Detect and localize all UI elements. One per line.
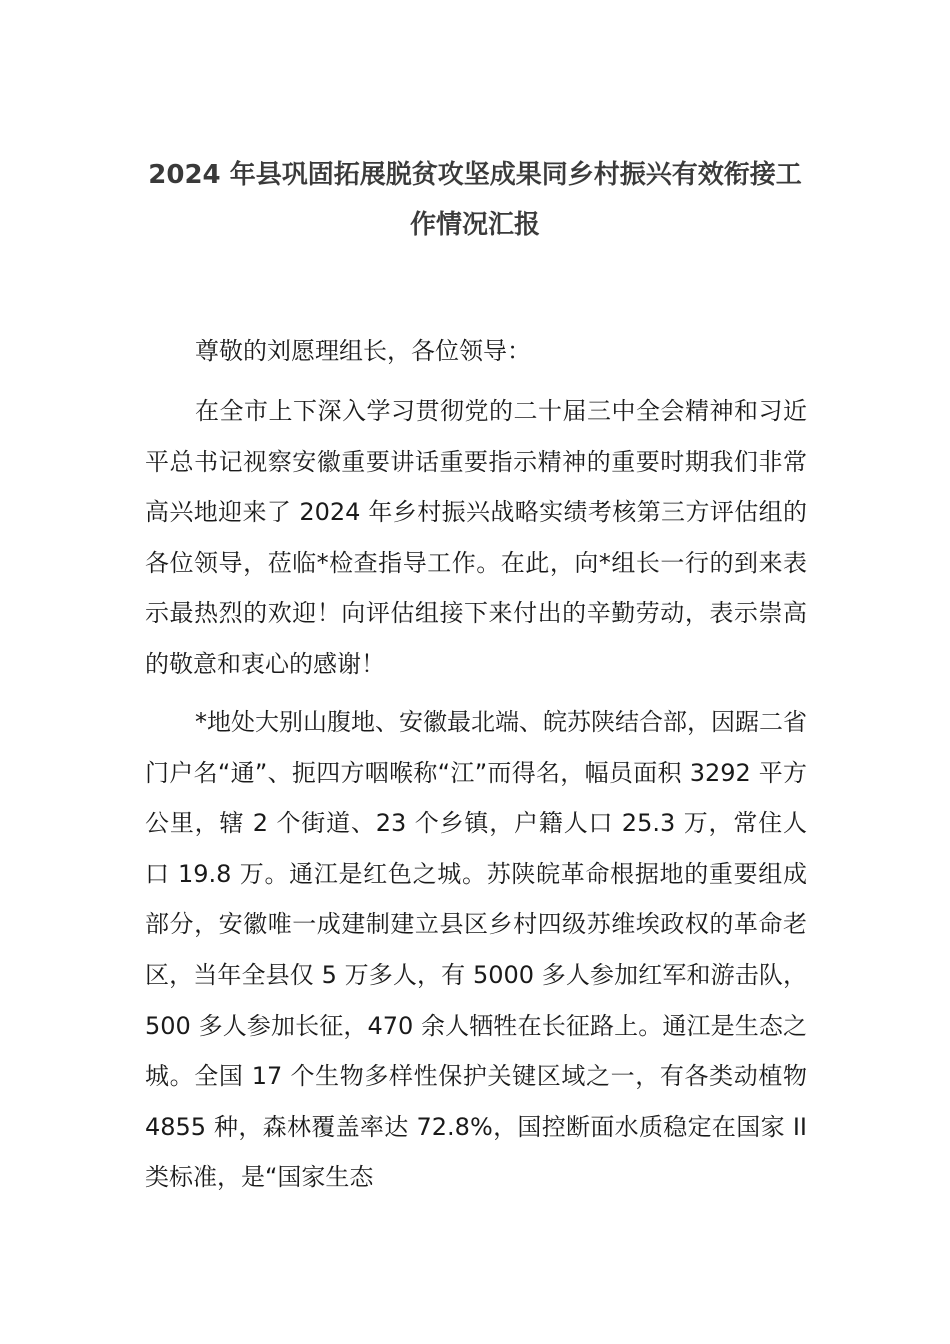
document-title: 2024 年县巩固拓展脱贫攻坚成果同乡村振兴有效衔接工作情况汇报 xyxy=(148,160,802,240)
salutation: 尊敬的刘愿理组长，各位领导： xyxy=(195,337,531,365)
paragraph-2: *地处大别山腹地、安徽最北端、皖苏陕结合部，因踞二省门户名“通”、扼四方咽喉称“江”而得名，幅员面积 3292 平方公里，辖 2 个街道、23 个乡镇，户籍人口 25.3 万，常住人口 19.8 万。通江是红色之城。苏陕皖革命根据地的重要组成部分，安徽唯一成建制建立县区乡村四级苏维埃政权的革命老区，当年全县仅 5 万多人，有 5000 多人参加红军和游击队，500 多人参加长征，470 余人牺牲在长征路上。通江是生态之城。全国 17 个生物多样性保护关键区域之一，有各类动植物 4855 种，森林覆盖率达 72.8%，国控断面水质稳定在国家 II 类标准，是“国家生态 xyxy=(145,708,807,1192)
paragraph-1: 在全市上下深入学习贯彻党的二十届三中全会精神和习近平总书记视察安徽重要讲话重要指示精神的重要时期我们非常高兴地迎来了 2024 年乡村振兴战略实绩考核第三方评估组的各位领导，莅临*检查指导工作。在此，向*组长一行的到来表示最热烈的欢迎！向评估组接下来付出的辛勤劳动，表示崇高的敬意和衷心的感谢！ xyxy=(145,397,807,678)
